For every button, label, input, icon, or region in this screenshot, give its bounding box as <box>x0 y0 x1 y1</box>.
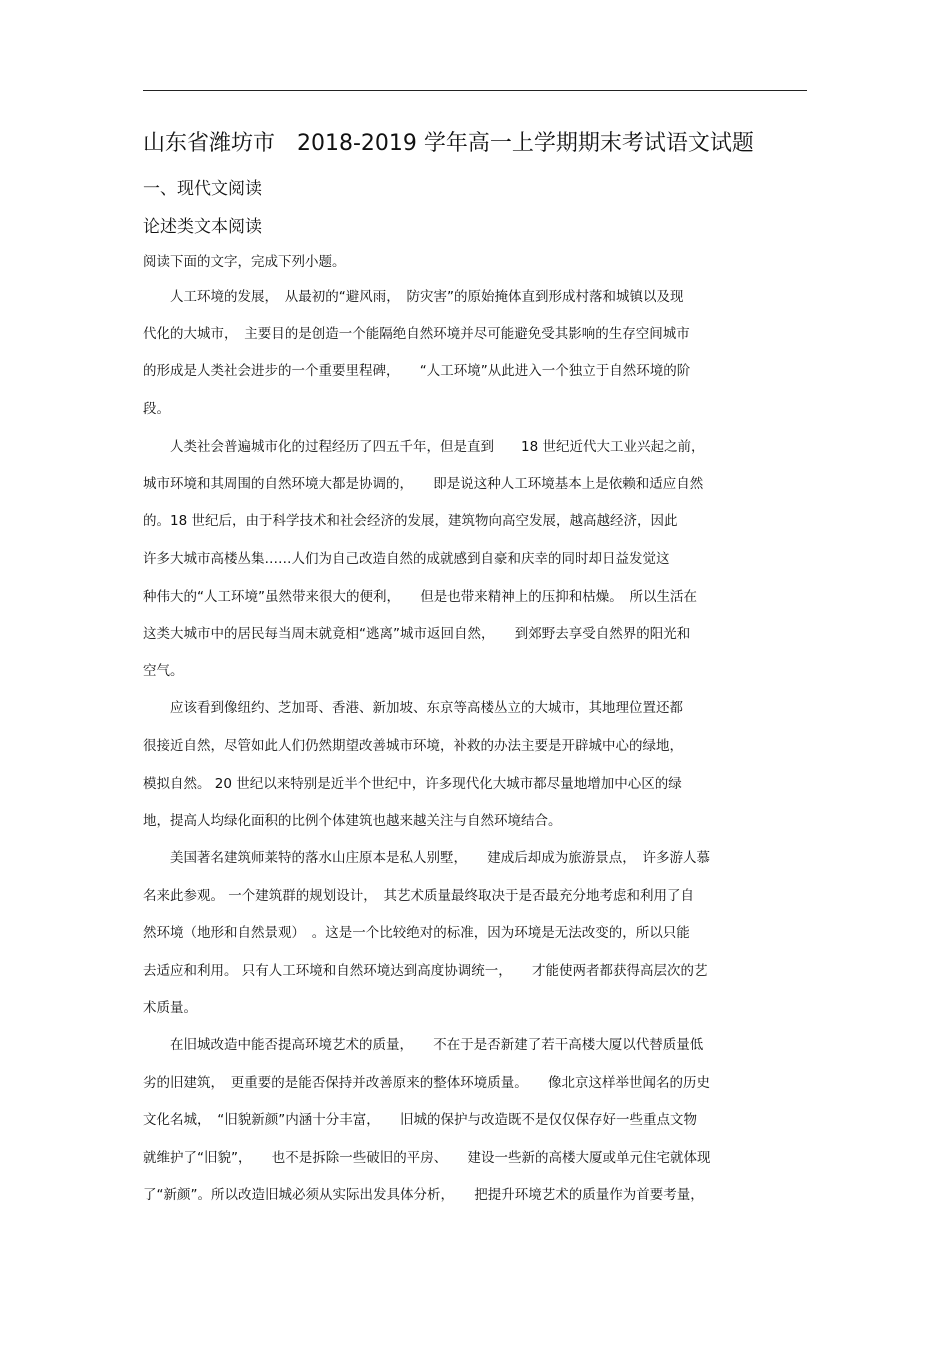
text-line: 代化的大城市， 主要目的是创造一个能隔绝自然环境并尽可能避免受其影响的生存空间城市 <box>143 326 690 342</box>
text-line: 人工环境的发展， 从最初的“避风雨， 防灾害”的原始掩体直到形成村落和城镇以及现 <box>143 289 684 305</box>
text-line: 人类社会普遍城市化的过程经历了四五千年，但是直到 18 世纪近代大工业兴起之前， <box>143 439 705 455</box>
text-line: 的形成是人类社会进步的一个重要里程碑， “人工环境”从此进入一个独立于自然环境的阶 <box>143 363 691 379</box>
text-line: 模拟自然。 20 世纪以来特别是近半个世纪中，许多现代化大城市都尽量地增加中心区的绿 <box>143 776 682 792</box>
text-line: 了“新颜”。所以改造旧城必须从实际出发具体分析， 把提升环境艺术的质量作为首要考量， <box>143 1187 704 1203</box>
section-heading: 一、现代文阅读 <box>143 179 262 199</box>
subsection-heading: 论述类文本阅读 <box>143 217 262 237</box>
text-line: 然环境（地形和自然景观） 。这是一个比较绝对的标准，因为环境是无法改变的，所以只能 <box>143 925 690 941</box>
text-line: 文化名城， “旧貌新颜”内涵十分丰富， 旧城的保护与改造既不是仅仅保存好一些重点文物 <box>143 1112 697 1128</box>
text-line: 种伟大的“人工环境”虽然带来很大的便利， 但是也带来精神上的压抑和枯燥。 所以生活在 <box>143 589 697 605</box>
page-title: 山东省潍坊市 2018-2019 学年高一上学期期末考试语文试题 <box>143 131 754 156</box>
instruction-text: 阅读下面的文字，完成下列小题。 <box>143 254 346 270</box>
text-line: 的。18 世纪后，由于科学技术和社会经济的发展，建筑物向高空发展，越高越经济，因此 <box>143 513 678 529</box>
text-line: 地，提高人均绿化面积的比例个体建筑也越来越关注与自然环境结合。 <box>143 813 562 829</box>
header-rule <box>143 90 807 91</box>
text-line: 在旧城改造中能否提高环境艺术的质量， 不在于是否新建了若干高楼大厦以代替质量低 <box>143 1037 704 1053</box>
text-line: 劣的旧建筑， 更重要的是能否保持并改善原来的整体环境质量。 像北京这样举世闻名的历史 <box>143 1075 710 1091</box>
text-line: 城市环境和其周围的自然环境大都是协调的， 即是说这种人工环境基本上是依赖和适应自然 <box>143 476 704 492</box>
text-line: 很接近自然，尽管如此人们仍然期望改善城市环境，补救的办法主要是开辟城中心的绿地， <box>143 738 683 754</box>
text-line: 这类大城市中的居民每当周末就竟相“逃离”城市返回自然， 到郊野去享受自然界的阳光和 <box>143 626 691 642</box>
text-line: 空气。 <box>143 663 184 679</box>
text-line: 名来此参观。 一个建筑群的规划设计， 其艺术质量最终取决于是否最充分地考虑和利用了自 <box>143 888 695 904</box>
text-line: 就维护了“旧貌”， 也不是拆除一些破旧的平房、 建设一些新的高楼大厦或单元住宅就体现 <box>143 1150 711 1166</box>
text-line: 术质量。 <box>143 1000 197 1016</box>
text-line: 段。 <box>143 401 170 417</box>
text-line: 美国著名建筑师莱特的落水山庄原本是私人别墅， 建成后却成为旅游景点， 许多游人慕 <box>143 850 710 866</box>
text-line: 许多大城市高楼丛集……人们为自己改造自然的成就感到自豪和庆幸的同时却日益发觉这 <box>143 551 670 567</box>
text-line: 应该看到像纽约、芝加哥、香港、新加坡、东京等高楼丛立的大城市，其地理位置还都 <box>143 700 683 716</box>
text-line: 去适应和利用。 只有人工环境和自然环境达到高度协调统一， 才能使两者都获得高层次的艺 <box>143 963 708 979</box>
